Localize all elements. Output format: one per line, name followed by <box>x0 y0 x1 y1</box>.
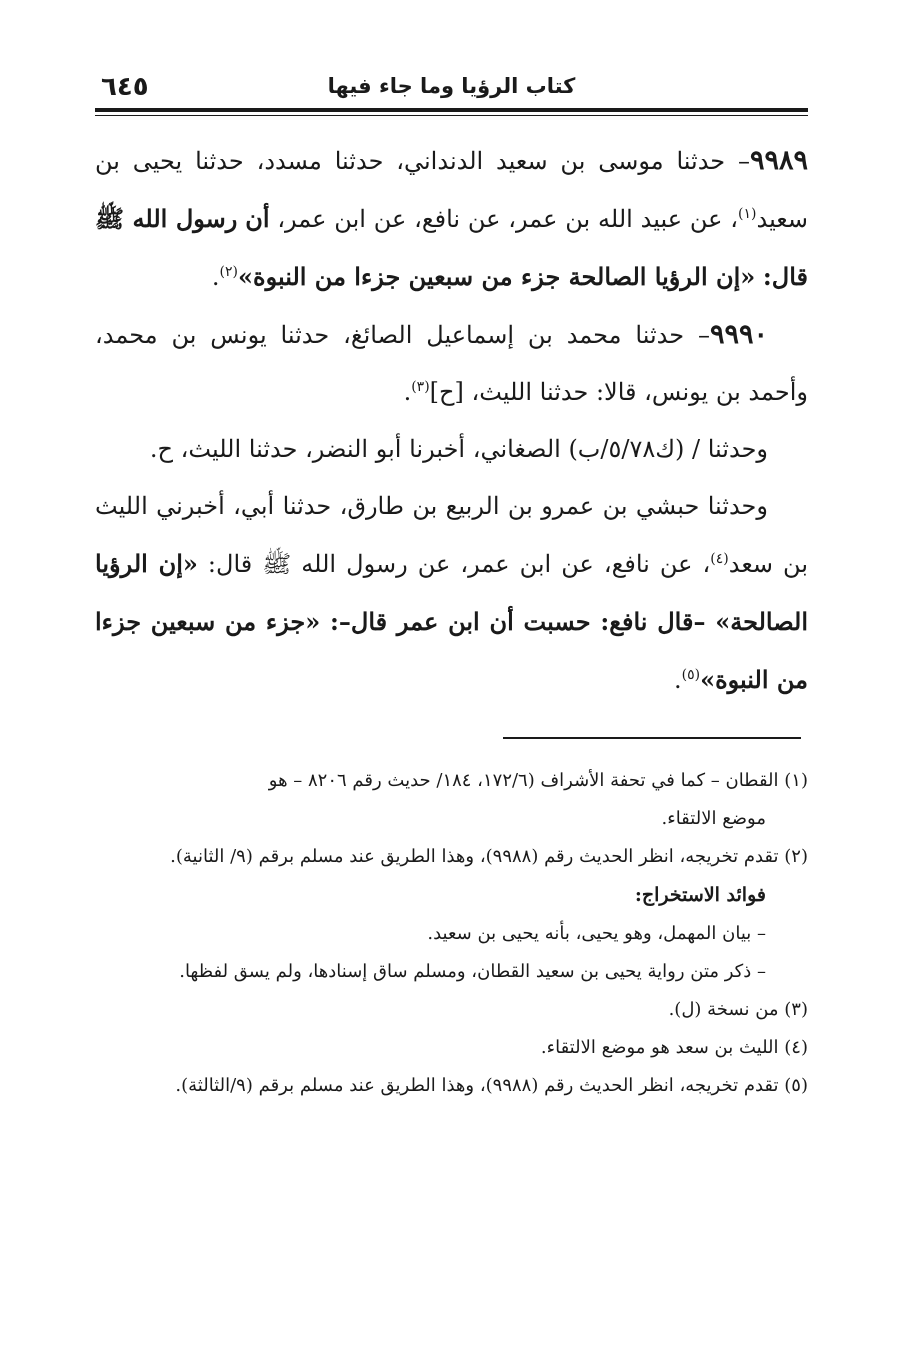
page-number: ٦٤٥ <box>101 72 149 102</box>
matn: «إن الرؤيا الصالحة جزء من سبعين جزءا من النبوة» <box>238 262 756 291</box>
running-title: كتاب الرؤيا وما جاء فيها <box>327 74 576 98</box>
hadith-number: ٩٩٩٠ <box>709 319 768 350</box>
isnad: وحدثنا حبشي بن عمرو بن الربيع بن طارق، حدثنا أبي، أخبرني الليث بن سعد <box>95 492 809 578</box>
footnote-separator <box>503 737 801 739</box>
footnote-1: (١) القطان – كما في تحفة الأشراف (١٧٢/٦، ١٨٤/ حديث رقم ٨٢٠٦ – هو <box>268 770 808 791</box>
fawaid-title: فوائد الاستخراج: <box>634 884 766 906</box>
footnote-ref: (٣) <box>411 379 430 395</box>
tahwil-mark: [ح] <box>429 378 464 406</box>
footnote-1-continued: موضع الالتقاء. <box>661 808 766 829</box>
footnote-5: (٥) تقدم تخريجه، انظر الحديث رقم (٩٩٨٨)، وهذا الطريق عند مسلم برقم (٩/الثالثة). <box>175 1075 808 1096</box>
end-mark: . <box>211 263 220 291</box>
footnote-2: (٢) تقدم تخريجه، انظر الحديث رقم (٩٩٨٨)، وهذا الطريق عند مسلم برقم (٩/ الثانية). <box>170 846 808 867</box>
footnote-ref: (١) <box>738 206 757 222</box>
fawaid-item-1: – بيان المهمل، وهو يحيى، بأنه يحيى بن سعيد. <box>427 923 766 944</box>
rasul-text: رسول الله ﷺ قال: <box>95 204 808 291</box>
isnad: – حدثنا محمد بن إسماعيل الصائغ، حدثنا يونس بن محمد، وأحمد بن يونس، قالا: حدثنا الليث، <box>95 321 808 406</box>
hadith-number: ٩٩٨٩ <box>749 145 808 176</box>
footnote-ref: (٥) <box>681 667 701 683</box>
end-mark: . <box>403 378 412 406</box>
end-mark: . <box>673 666 682 694</box>
isnad-line-3 <box>95 478 808 709</box>
footnotes <box>95 762 808 1105</box>
hadith-9989 <box>95 132 808 306</box>
header-rule-thick <box>95 108 808 112</box>
bold-word: أن <box>245 204 270 233</box>
fawaid-heading <box>95 876 808 915</box>
isnad: ، عن نافع، عن ابن عمر، عن رسول الله ﷺ قال: <box>207 550 711 578</box>
footnote-4: (٤) الليث بن سعد هو موضع الالتقاء. <box>540 1037 808 1058</box>
matn: «إن الرؤيا الصالحة» –قال نافع: حسبت أن ابن عمر قال–: «جزء من سبعين جزءا من النبوة» <box>95 549 808 694</box>
footnote-ref: (٢) <box>219 264 239 280</box>
footnote-ref: (٤) <box>710 551 729 567</box>
page-header <box>95 72 808 106</box>
isnad: – حدثنا موسى بن سعيد الدنداني، حدثنا مسدد، حدثنا يحيى بن سعيد <box>95 147 808 233</box>
hadith-9990 <box>95 306 808 421</box>
isnad: ، عن عبيد الله بن عمر، عن نافع، عن ابن عمر، <box>277 205 738 233</box>
header-rule-thin <box>95 115 808 116</box>
footnote-3: (٣) من نسخة (ل). <box>668 999 808 1020</box>
main-text <box>95 132 808 709</box>
fawaid-item-2: – ذكر متن رواية يحيى بن سعيد القطان، ومسلم ساق إسنادها، ولم يسق لفظها. <box>179 961 766 982</box>
isnad-line-2: وحدثنا / (ك٥/٧٨/ب) الصغاني، أخبرنا أبو النضر، حدثنا الليث، ح. <box>149 435 768 463</box>
